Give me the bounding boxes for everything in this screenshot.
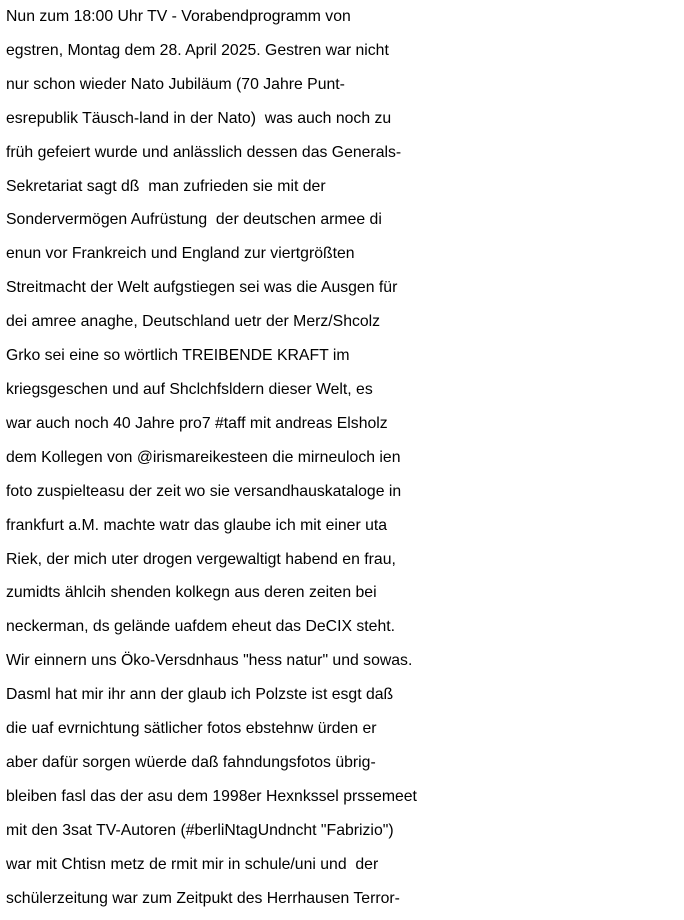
text-line: war mit Chtisn metz de rmit mir in schule/uni und der: [6, 855, 379, 873]
text-line: nur schon wieder Nato Jubiläum (70 Jahre Punt-: [6, 75, 345, 93]
text-line: früh gefeiert wurde und anlässlich dessen das Generals-: [6, 143, 402, 161]
text-line: Streitmacht der Welt aufgstiegen sei was die Ausgen für: [6, 279, 398, 297]
text-line: frankfurt a.M. machte watr das glaube ich mit einer uta: [6, 516, 388, 534]
text-line: Nun zum 18:00 Uhr TV - Vorabendprogramm von: [6, 8, 351, 25]
text-line: bleiben fasl das der asu dem 1998er Hexnkssel prssemeet: [6, 787, 417, 805]
text-line: Sondervermögen Aufrüstung der deutschen armee di: [6, 211, 382, 229]
text-line: mit den 3sat TV-Autoren (#berliNtagUndncht "Fabrizio"): [6, 821, 394, 839]
text-line: Wir einnern uns Öko-Versdnhaus "hess natur" und sowas.: [6, 652, 413, 670]
text-line: neckerman, ds gelände uafdem eheut das DeCIX steht.: [6, 618, 396, 636]
text-line: Riek, der mich uter drogen vergewaltigt habend en frau,: [6, 550, 396, 568]
text-line: Grko sei eine so wörtlich TREIBENDE KRAFT im: [6, 347, 350, 365]
text-line: foto zuspielteasu der zeit wo sie versandhauskataloge in: [6, 482, 402, 500]
text-line: dem Kollegen von @irismareikesteen die mirneuloch ien: [6, 448, 401, 466]
text-line: zumidts ählcih shenden kolkegn aus deren zeiten bei: [6, 584, 377, 602]
text-line: war auch noch 40 Jahre pro7 #taff mit andreas Elsholz: [6, 414, 388, 432]
text-line: dei amree anaghe, Deutschland uetr der Merz/Shcolz: [6, 313, 381, 331]
text-line: egstren, Montag dem 28. April 2025. Gestren war nicht: [6, 41, 389, 59]
text-line: Dasml hat mir ihr ann der glaub ich Polzste ist esgt daß: [6, 686, 394, 704]
text-line: die uaf evrnichtung sätlicher fotos ebstehnw ürden er: [6, 720, 377, 738]
text-line: aber dafür sorgen wüerde daß fahndungsfotos übrig-: [6, 753, 376, 771]
text-line: esrepublik Täusch-land in der Nato) was auch noch zu: [6, 109, 392, 127]
body-text: [6, 0, 684, 915]
text-line: schülerzeitung war zum Zeitpukt des Herrhausen Terror-: [6, 889, 400, 907]
text-line: kriegsgeschen und auf Shclchfsldern dieser Welt, es: [6, 380, 373, 398]
text-line: Sekretariat sagt dß man zufrieden sie mit der: [6, 177, 326, 195]
text-line: enun vor Frankreich und England zur viertgrößten: [6, 245, 355, 263]
